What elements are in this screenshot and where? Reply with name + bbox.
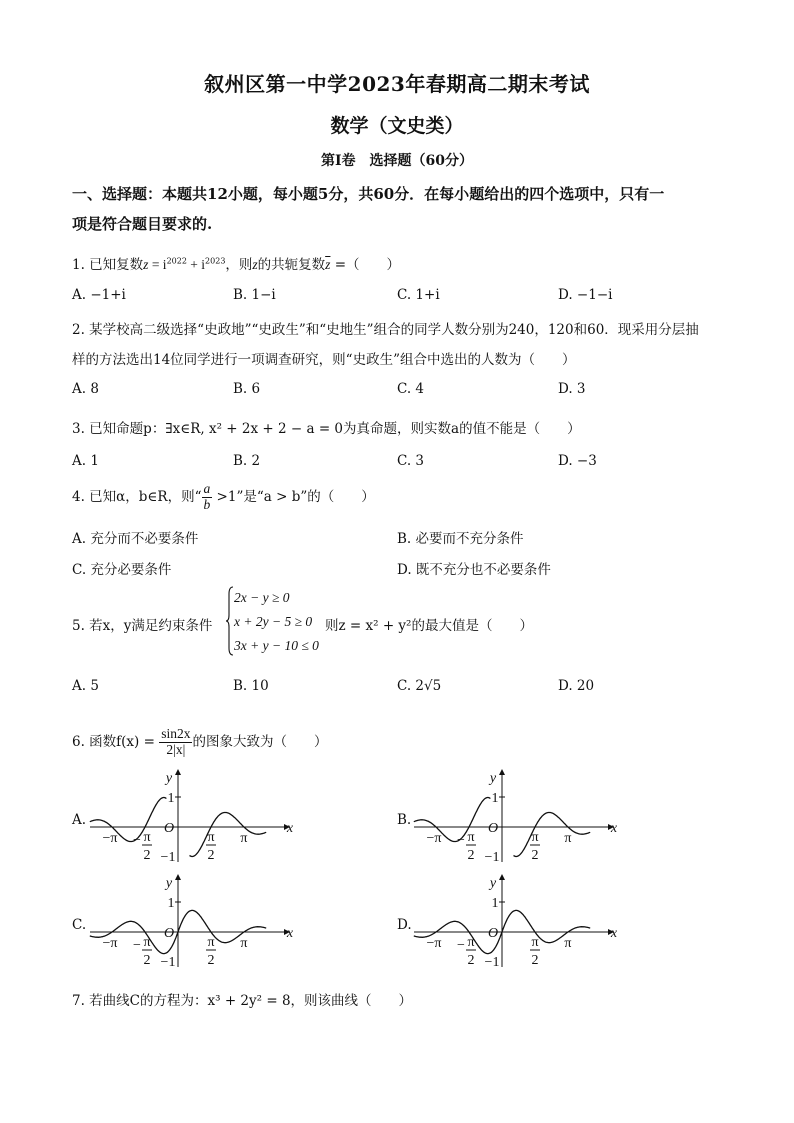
exam-subtitle: 数学（文史类） — [330, 115, 464, 137]
q1-option-d: D. −1−i — [558, 287, 613, 303]
q2-option-a: A. 8 — [72, 381, 99, 397]
q3-option-a: A. 1 — [72, 453, 99, 469]
tick-label-neg-half-pi-den: 2 — [467, 953, 475, 968]
tick-label-half-pi-den: 2 — [531, 848, 539, 863]
tick-label-neg-pi: −π — [426, 936, 442, 951]
q3-option-b: B. 2 — [233, 453, 261, 469]
y-label: y — [165, 771, 173, 786]
q3-option-d: D. −3 — [558, 453, 597, 469]
y-label: y — [165, 876, 173, 891]
tick-label-half-pi-num: π — [207, 830, 215, 845]
tick-label-half-pi-num: π — [207, 935, 215, 950]
graph-axes — [90, 769, 290, 862]
q1-z: z — [143, 257, 149, 272]
q6-option-d-label: D. — [397, 917, 412, 933]
y-axis-arrow — [499, 874, 505, 880]
q2-option-c: C. 4 — [397, 381, 425, 397]
tick-label-neg-half-pi-den: 2 — [467, 848, 475, 863]
question-5-prefix: 5. 若x，y满足约束条件 — [72, 618, 213, 634]
tick-label-half-pi-num: π — [531, 935, 539, 950]
constraint-brace — [226, 586, 234, 656]
graph-a — [88, 766, 303, 866]
q6-option-b-label: B. — [397, 812, 412, 828]
q1-conj: 的共轭复数 — [257, 257, 326, 273]
graph-axes — [414, 874, 614, 967]
tick-label-neg-half-pi-sign: − — [133, 833, 141, 848]
tick-label-half-pi-den: 2 — [207, 953, 215, 968]
constraint-1: 2x − y ≥ 0 — [234, 590, 290, 605]
question-7: 7. 若曲线C的方程为：x³ + 2y² = 8，则该曲线（ ） — [72, 993, 413, 1009]
tick-label-neg-half-pi-num: π — [143, 935, 151, 950]
q5-option-c: C. 2√5 — [397, 678, 442, 694]
origin-label: O — [487, 926, 499, 941]
section-instruction-line2: 项是符合题目要求的. — [72, 215, 213, 233]
graph-c — [88, 871, 303, 971]
q1-plus: + i — [186, 257, 206, 272]
tick-label-neg-half-pi-num: π — [467, 830, 475, 845]
q2-option-d: D. 3 — [558, 381, 586, 397]
q1-eq: = i — [148, 257, 167, 272]
q4-option-d: D. 既不充分也不必要条件 — [397, 562, 551, 578]
tick-label-half-pi-den: 2 — [531, 953, 539, 968]
origin-label: O — [487, 821, 499, 836]
q4-option-b: B. 必要而不充分条件 — [397, 531, 524, 547]
y-label: y — [489, 771, 497, 786]
q6-suffix: 的图象大致为（ ） — [192, 733, 328, 750]
q1-option-b: B. 1−i — [233, 287, 276, 303]
graph-b — [412, 766, 627, 866]
tick-label-pi: π — [240, 831, 248, 846]
graph-axes — [414, 769, 614, 862]
y-axis-arrow — [175, 874, 181, 880]
q6-fraction — [159, 727, 192, 758]
graph-axes — [90, 874, 290, 967]
tick-label-neg-half-pi-num: π — [467, 935, 475, 950]
q4-option-c: C. 充分必要条件 — [72, 562, 172, 578]
q4-fraction — [202, 482, 213, 513]
q1-option-c: C. 1+i — [397, 287, 440, 303]
tick-label-neg-half-pi-sign: − — [457, 833, 465, 848]
q6-option-a-label: A. — [72, 812, 87, 828]
graph-labels — [103, 876, 294, 970]
exam-title: 叙州区第一中学2023年春期高二期末考试 — [204, 72, 590, 96]
tick-label-neg-half-pi-den: 2 — [143, 953, 151, 968]
q6-prefix: 6. 函数f(x) = — [72, 733, 155, 750]
tick-label-neg-half-pi-den: 2 — [143, 848, 151, 863]
q4-suffix: >1”是“a > b”的（ ） — [212, 488, 375, 505]
question-4 — [72, 482, 375, 513]
tick-label-1: 1 — [167, 896, 175, 911]
q1-end: =（ ） — [330, 257, 401, 273]
tick-label-1: 1 — [491, 896, 499, 911]
question-6 — [72, 727, 327, 758]
x-label: x — [286, 821, 294, 836]
tick-label-neg-1: −1 — [160, 850, 176, 865]
q1-zbar: $\overline{z}$ — [325, 257, 331, 272]
x-label: x — [610, 821, 618, 836]
q4-denominator: b — [203, 496, 211, 512]
tick-label-half-pi-num: π — [531, 830, 539, 845]
q1-exp2: 2023 — [205, 256, 226, 266]
q6-denominator: 2|x| — [166, 741, 186, 757]
tick-label-pi: π — [240, 936, 248, 951]
question-2-line2: 样的方法选出14位同学进行一项调查研究，则“史政生”组合中选出的人数为（ ） — [72, 352, 576, 368]
tick-label-neg-half-pi-sign: − — [457, 938, 465, 953]
q6-option-c-label: C. — [72, 917, 87, 933]
q2-option-b: B. 6 — [233, 381, 261, 397]
tick-label-neg-1: −1 — [484, 955, 500, 970]
q4-numerator: a — [203, 481, 211, 496]
question-2-line1: 2. 某学校高二级选择“史政地”“史政生”和“史地生”组合的同学人数分别为240，120和60．现采用分层抽 — [72, 322, 699, 338]
q1-option-a: A. −1+i — [72, 287, 126, 303]
origin-label: O — [163, 821, 175, 836]
constraint-2: x + 2y − 5 ≥ 0 — [234, 614, 313, 629]
origin-label: O — [163, 926, 175, 941]
tick-label-neg-half-pi-sign: − — [133, 938, 141, 953]
q6-numerator: sin2x — [161, 726, 191, 741]
y-axis-arrow — [499, 769, 505, 775]
question-5-suffix: 则z = x² + y²的最大值是（ ） — [325, 618, 533, 634]
y-label: y — [489, 876, 497, 891]
q4-option-a: A. 充分而不必要条件 — [72, 531, 199, 547]
question-1 — [72, 253, 400, 273]
tick-label-1: 1 — [491, 791, 499, 806]
q3-option-c: C. 3 — [397, 453, 425, 469]
tick-label-pi: π — [564, 831, 572, 846]
tick-label-pi: π — [564, 936, 572, 951]
section-instruction-line1: 一、选择题：本题共12小题，每小题5分，共60分．在每小题给出的四个选项中，只有一 — [72, 185, 665, 203]
y-axis-arrow — [175, 769, 181, 775]
tick-label-neg-pi: −π — [102, 936, 118, 951]
q1-z2: z — [252, 257, 258, 272]
tick-label-neg-1: −1 — [160, 955, 176, 970]
q1-prefix: 1. 已知复数 — [72, 257, 144, 273]
graph-labels — [427, 876, 618, 970]
x-label: x — [286, 926, 294, 941]
question-3: 3. 已知命题p：∃x∈R, x² + 2x + 2 − a = 0为真命题，则实数a的值不能是（ ） — [72, 421, 581, 437]
tick-label-1: 1 — [167, 791, 175, 806]
tick-label-neg-pi: −π — [102, 831, 118, 846]
graph-d — [412, 871, 627, 971]
tick-label-half-pi-den: 2 — [207, 848, 215, 863]
constraint-3: 3x + y − 10 ≤ 0 — [234, 638, 319, 653]
q4-prefix: 4. 已知α，b∈R，则“ — [72, 488, 202, 505]
x-label: x — [610, 926, 618, 941]
q5-option-d: D. 20 — [558, 678, 595, 694]
q5-option-b: B. 10 — [233, 678, 269, 694]
q5-option-a: A. 5 — [72, 678, 99, 694]
q1-exp1: 2022 — [166, 256, 187, 266]
q1-then: ，则 — [225, 257, 253, 273]
tick-label-neg-1: −1 — [484, 850, 500, 865]
tick-label-neg-pi: −π — [426, 831, 442, 846]
tick-label-neg-half-pi-num: π — [143, 830, 151, 845]
part-heading: 第Ⅰ卷 选择题（60分） — [320, 153, 474, 169]
